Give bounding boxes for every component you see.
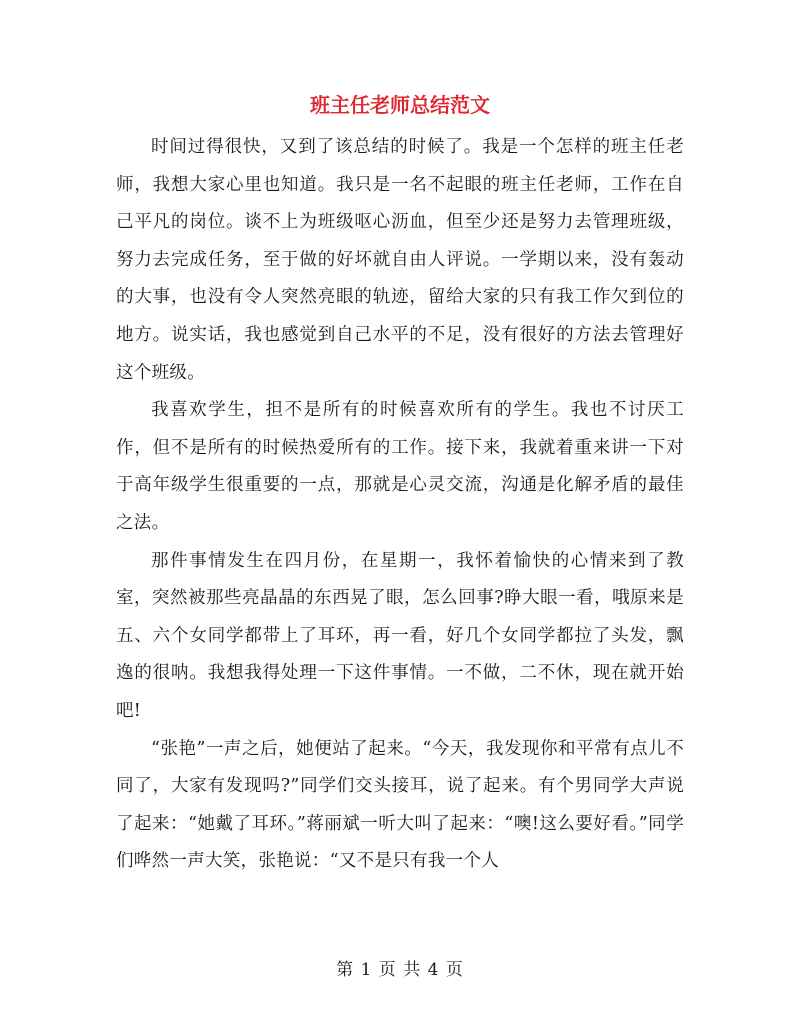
page-number-footer: 第 1 页 共 4 页: [336, 960, 464, 980]
paragraph-1: 时间过得很快，又到了该总结的时候了。我是一个怎样的班主任老师，我想大家心里也知道。我只是一名不起眼的班主任老师，工作在自己平凡的岗位。谈不上为班级呕心沥血，但至少还是努力去管理班级，努力去完成任务，至于做的好坏就自由人评说。一学期以来，没有轰动的大事，也没有令人突然亮眼的轨迹，留给大家的只有我工作欠到位的地方。说实话，我也感觉到自己水平的不足，没有很好的方法去管理好这个班级。: [116, 137, 684, 383]
document-body: [116, 129, 684, 881]
paragraph-4: “张艳”一声之后，她便站了起来。“今天，我发现你和平常有点儿不同了，大家有发现吗?”同学们交头接耳，说了起来。有个男同学大声说了起来：“她戴了耳环。”蒋丽斌一听大叫了起来：“噢!这么要好看。”同学们哗然一声大笑，张艳说：“又不是只有我一个人: [116, 738, 684, 872]
paragraph-3: 那件事情发生在四月份，在星期一，我怀着愉快的心情来到了教室，突然被那些亮晶晶的东西晃了眼，怎么回事?睁大眼一看，哦原来是五、六个女同学都带上了耳环，再一看，好几个女同学都拉了头发，飘逸的很呐。我想我得处理一下这件事情。一不做，二不休，现在就开始吧!: [116, 550, 684, 721]
paragraph-2: 我喜欢学生，担不是所有的时候喜欢所有的学生。我也不讨厌工作，但不是所有的时候热爱所有的工作。接下来，我就着重来讲一下对于高年级学生很重要的一点，那就是心灵交流，沟通是化解矛盾的最佳之法。: [116, 400, 684, 533]
document-title: 班主任老师总结范文: [310, 93, 490, 117]
